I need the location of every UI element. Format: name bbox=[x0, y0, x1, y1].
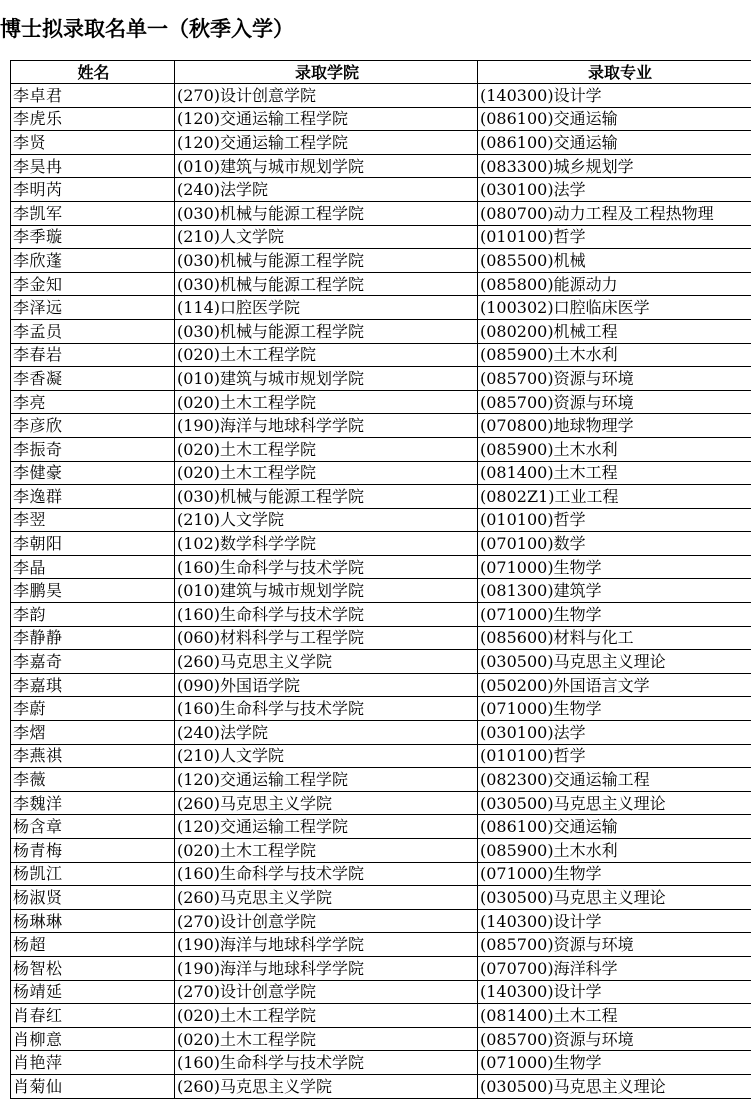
table-row bbox=[11, 839, 751, 863]
cell-major: (010100)哲学 bbox=[478, 508, 751, 532]
cell-major: (030500)马克思主义理论 bbox=[478, 886, 751, 910]
cell-name: 李薇 bbox=[11, 768, 175, 792]
cell-major: (140300)设计学 bbox=[478, 980, 751, 1004]
cell-name: 李翌 bbox=[11, 508, 175, 532]
cell-name: 李逸群 bbox=[11, 485, 175, 509]
table-row bbox=[11, 1051, 751, 1075]
table-row bbox=[11, 603, 751, 627]
cell-name: 杨超 bbox=[11, 933, 175, 957]
cell-name: 杨青梅 bbox=[11, 839, 175, 863]
cell-major: (070700)海洋科学 bbox=[478, 956, 751, 980]
table-row bbox=[11, 390, 751, 414]
cell-college: (260)马克思主义学院 bbox=[175, 650, 478, 674]
cell-major: (050200)外国语言文学 bbox=[478, 673, 751, 697]
cell-name: 肖春红 bbox=[11, 1004, 175, 1028]
cell-college: (240)法学院 bbox=[175, 721, 478, 745]
cell-name: 杨凯江 bbox=[11, 862, 175, 886]
cell-name: 李季璇 bbox=[11, 225, 175, 249]
table-row bbox=[11, 178, 751, 202]
cell-college: (160)生命科学与技术学院 bbox=[175, 1051, 478, 1075]
cell-name: 杨琳琳 bbox=[11, 909, 175, 933]
table-row bbox=[11, 461, 751, 485]
column-header-name: 姓名 bbox=[11, 61, 175, 84]
cell-name: 李静静 bbox=[11, 626, 175, 650]
cell-major: (030500)马克思主义理论 bbox=[478, 791, 751, 815]
cell-college: (020)土木工程学院 bbox=[175, 1027, 478, 1051]
table-row bbox=[11, 272, 751, 296]
cell-college: (020)土木工程学院 bbox=[175, 839, 478, 863]
cell-major: (085900)土木水利 bbox=[478, 839, 751, 863]
table-row bbox=[11, 815, 751, 839]
cell-college: (190)海洋与地球科学学院 bbox=[175, 414, 478, 438]
cell-name: 肖菊仙 bbox=[11, 1074, 175, 1098]
cell-major: (083300)城乡规划学 bbox=[478, 154, 751, 178]
table-row bbox=[11, 791, 751, 815]
table-row bbox=[11, 107, 751, 131]
cell-major: (080200)机械工程 bbox=[478, 319, 751, 343]
cell-major: (085700)资源与环境 bbox=[478, 390, 751, 414]
cell-name: 李亮 bbox=[11, 390, 175, 414]
cell-college: (060)材料科学与工程学院 bbox=[175, 626, 478, 650]
cell-name: 李燕祺 bbox=[11, 744, 175, 768]
cell-major: (071000)生物学 bbox=[478, 862, 751, 886]
cell-major: (071000)生物学 bbox=[478, 697, 751, 721]
cell-name: 李孟员 bbox=[11, 319, 175, 343]
cell-name: 李鹏昊 bbox=[11, 579, 175, 603]
cell-college: (160)生命科学与技术学院 bbox=[175, 555, 478, 579]
cell-major: (081300)建筑学 bbox=[478, 579, 751, 603]
table-row bbox=[11, 1004, 751, 1028]
cell-college: (030)机械与能源工程学院 bbox=[175, 272, 478, 296]
cell-major: (085800)能源动力 bbox=[478, 272, 751, 296]
table-row bbox=[11, 249, 751, 273]
cell-major: (085900)土木水利 bbox=[478, 437, 751, 461]
cell-major: (071000)生物学 bbox=[478, 603, 751, 627]
cell-college: (190)海洋与地球科学学院 bbox=[175, 933, 478, 957]
table-row bbox=[11, 886, 751, 910]
table-row bbox=[11, 721, 751, 745]
cell-name: 李泽远 bbox=[11, 296, 175, 320]
document-title: 博士拟录取名单一（秋季入学） bbox=[0, 17, 294, 41]
cell-college: (020)土木工程学院 bbox=[175, 390, 478, 414]
cell-name: 李明芮 bbox=[11, 178, 175, 202]
cell-name: 李春岩 bbox=[11, 343, 175, 367]
table-row bbox=[11, 154, 751, 178]
table-row bbox=[11, 343, 751, 367]
cell-college: (020)土木工程学院 bbox=[175, 1004, 478, 1028]
column-header-major: 录取专业 bbox=[478, 61, 751, 84]
cell-college: (120)交通运输工程学院 bbox=[175, 131, 478, 155]
table-row bbox=[11, 744, 751, 768]
cell-major: (082300)交通运输工程 bbox=[478, 768, 751, 792]
table-row bbox=[11, 485, 751, 509]
cell-college: (114)口腔医学院 bbox=[175, 296, 478, 320]
cell-college: (160)生命科学与技术学院 bbox=[175, 862, 478, 886]
cell-name: 李凯军 bbox=[11, 201, 175, 225]
column-header-college: 录取学院 bbox=[175, 61, 478, 84]
cell-name: 李晶 bbox=[11, 555, 175, 579]
cell-college: (120)交通运输工程学院 bbox=[175, 815, 478, 839]
table-header-row bbox=[11, 61, 751, 84]
table-row bbox=[11, 579, 751, 603]
table-row bbox=[11, 1027, 751, 1051]
cell-college: (210)人文学院 bbox=[175, 744, 478, 768]
cell-major: (030500)马克思主义理论 bbox=[478, 650, 751, 674]
cell-name: 李昊冉 bbox=[11, 154, 175, 178]
table-row bbox=[11, 650, 751, 674]
cell-name: 李魏洋 bbox=[11, 791, 175, 815]
cell-major: (085900)土木水利 bbox=[478, 343, 751, 367]
table-row bbox=[11, 532, 751, 556]
cell-major: (080700)动力工程及工程热物理 bbox=[478, 201, 751, 225]
cell-name: 李虎乐 bbox=[11, 107, 175, 131]
cell-name: 李健豪 bbox=[11, 461, 175, 485]
cell-college: (030)机械与能源工程学院 bbox=[175, 249, 478, 273]
cell-major: (070100)数学 bbox=[478, 532, 751, 556]
cell-name: 杨淑贤 bbox=[11, 886, 175, 910]
cell-college: (010)建筑与城市规划学院 bbox=[175, 367, 478, 391]
cell-name: 李嘉奇 bbox=[11, 650, 175, 674]
cell-college: (030)机械与能源工程学院 bbox=[175, 201, 478, 225]
table-row bbox=[11, 1074, 751, 1098]
cell-college: (010)建筑与城市规划学院 bbox=[175, 154, 478, 178]
cell-college: (160)生命科学与技术学院 bbox=[175, 697, 478, 721]
cell-major: (085700)资源与环境 bbox=[478, 933, 751, 957]
cell-name: 李金知 bbox=[11, 272, 175, 296]
cell-major: (086100)交通运输 bbox=[478, 815, 751, 839]
cell-major: (140300)设计学 bbox=[478, 84, 751, 108]
cell-major: (030500)马克思主义理论 bbox=[478, 1074, 751, 1098]
cell-major: (071000)生物学 bbox=[478, 1051, 751, 1075]
cell-name: 李香凝 bbox=[11, 367, 175, 391]
cell-college: (190)海洋与地球科学学院 bbox=[175, 956, 478, 980]
table-row bbox=[11, 296, 751, 320]
admission-table bbox=[10, 60, 751, 1099]
cell-name: 李振奇 bbox=[11, 437, 175, 461]
cell-name: 李韵 bbox=[11, 603, 175, 627]
cell-name: 李卓君 bbox=[11, 84, 175, 108]
table-row bbox=[11, 508, 751, 532]
cell-major: (010100)哲学 bbox=[478, 744, 751, 768]
cell-college: (270)设计创意学院 bbox=[175, 84, 478, 108]
cell-name: 李嘉琪 bbox=[11, 673, 175, 697]
table-row bbox=[11, 225, 751, 249]
cell-college: (030)机械与能源工程学院 bbox=[175, 319, 478, 343]
cell-major: (085500)机械 bbox=[478, 249, 751, 273]
cell-name: 李蔚 bbox=[11, 697, 175, 721]
cell-major: (085700)资源与环境 bbox=[478, 1027, 751, 1051]
table-row bbox=[11, 201, 751, 225]
cell-major: (085600)材料与化工 bbox=[478, 626, 751, 650]
cell-major: (086100)交通运输 bbox=[478, 107, 751, 131]
cell-college: (010)建筑与城市规划学院 bbox=[175, 579, 478, 603]
table-row bbox=[11, 131, 751, 155]
table-row bbox=[11, 414, 751, 438]
cell-major: (030100)法学 bbox=[478, 178, 751, 202]
cell-name: 李熠 bbox=[11, 721, 175, 745]
cell-major: (140300)设计学 bbox=[478, 909, 751, 933]
table-row bbox=[11, 862, 751, 886]
cell-college: (260)马克思主义学院 bbox=[175, 886, 478, 910]
table-row bbox=[11, 673, 751, 697]
cell-name: 肖艳萍 bbox=[11, 1051, 175, 1075]
cell-major: (0802Z1)工业工程 bbox=[478, 485, 751, 509]
cell-name: 李彦欣 bbox=[11, 414, 175, 438]
cell-major: (071000)生物学 bbox=[478, 555, 751, 579]
cell-college: (160)生命科学与技术学院 bbox=[175, 603, 478, 627]
table-row bbox=[11, 367, 751, 391]
cell-college: (102)数学科学学院 bbox=[175, 532, 478, 556]
cell-name: 杨智松 bbox=[11, 956, 175, 980]
cell-major: (100302)口腔临床医学 bbox=[478, 296, 751, 320]
cell-college: (120)交通运输工程学院 bbox=[175, 768, 478, 792]
cell-college: (210)人文学院 bbox=[175, 508, 478, 532]
cell-name: 李朝阳 bbox=[11, 532, 175, 556]
cell-name: 杨含章 bbox=[11, 815, 175, 839]
cell-major: (030100)法学 bbox=[478, 721, 751, 745]
table-row bbox=[11, 980, 751, 1004]
table-row bbox=[11, 768, 751, 792]
cell-college: (270)设计创意学院 bbox=[175, 980, 478, 1004]
cell-major: (081400)土木工程 bbox=[478, 461, 751, 485]
table-row bbox=[11, 956, 751, 980]
cell-college: (020)土木工程学院 bbox=[175, 461, 478, 485]
cell-college: (020)土木工程学院 bbox=[175, 437, 478, 461]
table-row bbox=[11, 437, 751, 461]
table-row bbox=[11, 84, 751, 108]
table-row bbox=[11, 319, 751, 343]
table-row bbox=[11, 626, 751, 650]
cell-major: (086100)交通运输 bbox=[478, 131, 751, 155]
cell-name: 杨靖延 bbox=[11, 980, 175, 1004]
cell-college: (270)设计创意学院 bbox=[175, 909, 478, 933]
cell-college: (020)土木工程学院 bbox=[175, 343, 478, 367]
cell-college: (260)马克思主义学院 bbox=[175, 1074, 478, 1098]
cell-name: 肖柳意 bbox=[11, 1027, 175, 1051]
cell-college: (090)外国语学院 bbox=[175, 673, 478, 697]
cell-college: (030)机械与能源工程学院 bbox=[175, 485, 478, 509]
cell-name: 李欣蓬 bbox=[11, 249, 175, 273]
cell-major: (081400)土木工程 bbox=[478, 1004, 751, 1028]
cell-major: (010100)哲学 bbox=[478, 225, 751, 249]
cell-name: 李贤 bbox=[11, 131, 175, 155]
cell-college: (260)马克思主义学院 bbox=[175, 791, 478, 815]
table-row bbox=[11, 909, 751, 933]
table-row bbox=[11, 697, 751, 721]
table-row bbox=[11, 933, 751, 957]
cell-college: (240)法学院 bbox=[175, 178, 478, 202]
cell-major: (085700)资源与环境 bbox=[478, 367, 751, 391]
cell-college: (210)人文学院 bbox=[175, 225, 478, 249]
table-row bbox=[11, 555, 751, 579]
cell-college: (120)交通运输工程学院 bbox=[175, 107, 478, 131]
cell-major: (070800)地球物理学 bbox=[478, 414, 751, 438]
